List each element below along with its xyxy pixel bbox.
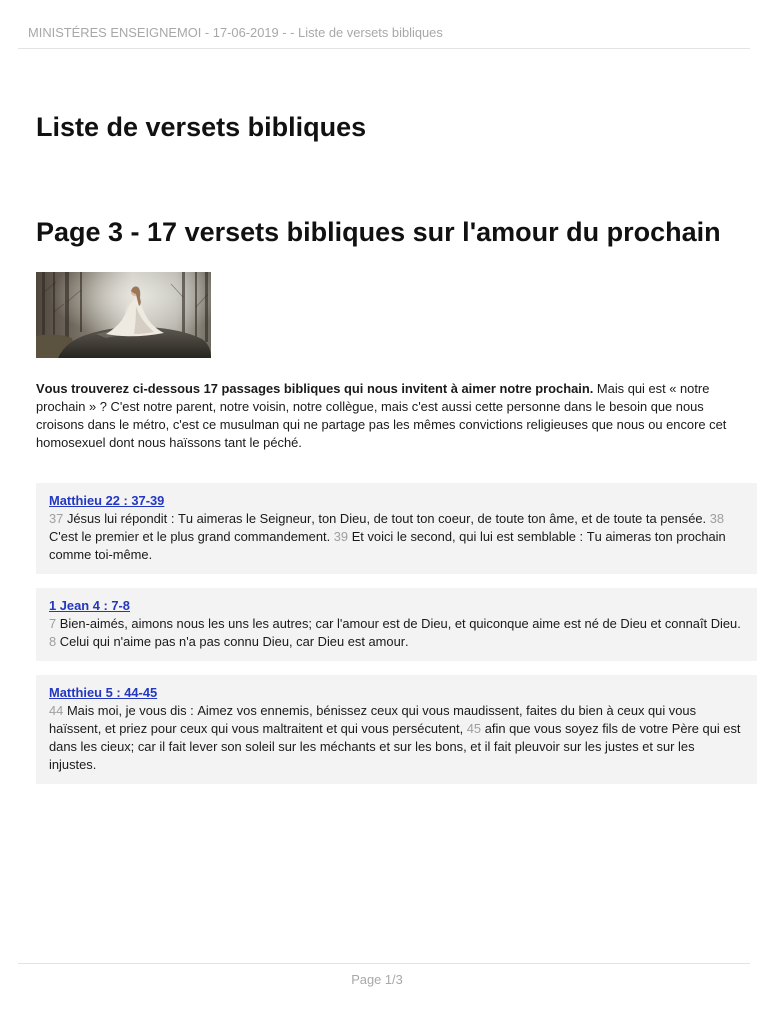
verse-number: 7 [49, 616, 57, 631]
verse-text [49, 615, 744, 651]
verse-block [36, 483, 757, 574]
verse-list [36, 483, 757, 798]
verse-number: 45 [466, 721, 482, 736]
verse-content: Mais moi, je vous dis : Aimez vos ennemis, bénissez ceux qui vous maudissent, faites du bien à ceux qui vous haïssent, et priez pour ceux qui vous maltraitent et qui vous persécutent, [49, 703, 697, 736]
verse-number: 44 [49, 703, 64, 718]
verse-number: 8 [49, 634, 57, 649]
verse-content: afin que vous soyez fils de votre Père qui est dans les cieux; car il fait lever son soleil sur les méchants et sur les bons, et il fait pleuvoir sur les justes et sur les injustes. [49, 721, 741, 772]
verse-reference-link[interactable]: Matthieu 5 : 44-45 [49, 685, 158, 700]
footer-divider [18, 963, 750, 964]
verse-text [49, 510, 744, 564]
verse-content: Celui qui n'aime pas n'a pas connu Dieu, car Dieu est amour. [59, 634, 409, 649]
verse-content: Et voici le second, qui lui est semblable : Tu aimeras ton prochain comme toi-même. [49, 529, 726, 562]
verse-block [36, 675, 757, 784]
verse-block [36, 588, 757, 661]
header-divider [18, 48, 750, 49]
verse-number: 39 [333, 529, 349, 544]
verse-number: 37 [49, 511, 64, 526]
verse-reference-link[interactable]: 1 Jean 4 : 7-8 [49, 598, 130, 613]
intro-paragraph [36, 380, 741, 452]
page-title: Liste de versets bibliques [36, 112, 367, 142]
verse-content: C'est le premier et le plus grand commandement. [49, 529, 331, 544]
running-header: MINISTÉRES ENSEIGNEMOI - 17-06-2019 - - Liste de versets bibliques [28, 25, 443, 40]
verse-number: 38 [709, 511, 725, 526]
article-photo [36, 272, 211, 358]
article-heading: Page 3 - 17 versets bibliques sur l'amour du prochain [36, 217, 721, 247]
verse-reference-link[interactable]: Matthieu 22 : 37-39 [49, 493, 165, 508]
verse-content: Jésus lui répondit : Tu aimeras le Seigneur, ton Dieu, de tout ton coeur, de toute ton âme, et de toute ta pensée. [66, 511, 707, 526]
page-number: Page 1/3 [351, 972, 403, 987]
verse-content: Bien-aimés, aimons nous les uns les autres; car l'amour est de Dieu, et quiconque aime est né de Dieu et connaît Dieu. [59, 616, 741, 631]
verse-text [49, 702, 744, 774]
intro-lead: Vous trouverez ci-dessous 17 passages bibliques qui nous invitent à aimer notre prochain. [36, 381, 594, 396]
intro-body: Mais qui est « notre prochain » ? C'est notre parent, notre voisin, notre collègue, mais c'est aussi cette personne dans le besoin que nous croisons dans le métro, c'est ce musulman qui ne partage pas les mêmes convictions religieuses que nous ou encore cet homosexuel dont nous haïssons tant le péché. [36, 381, 727, 450]
